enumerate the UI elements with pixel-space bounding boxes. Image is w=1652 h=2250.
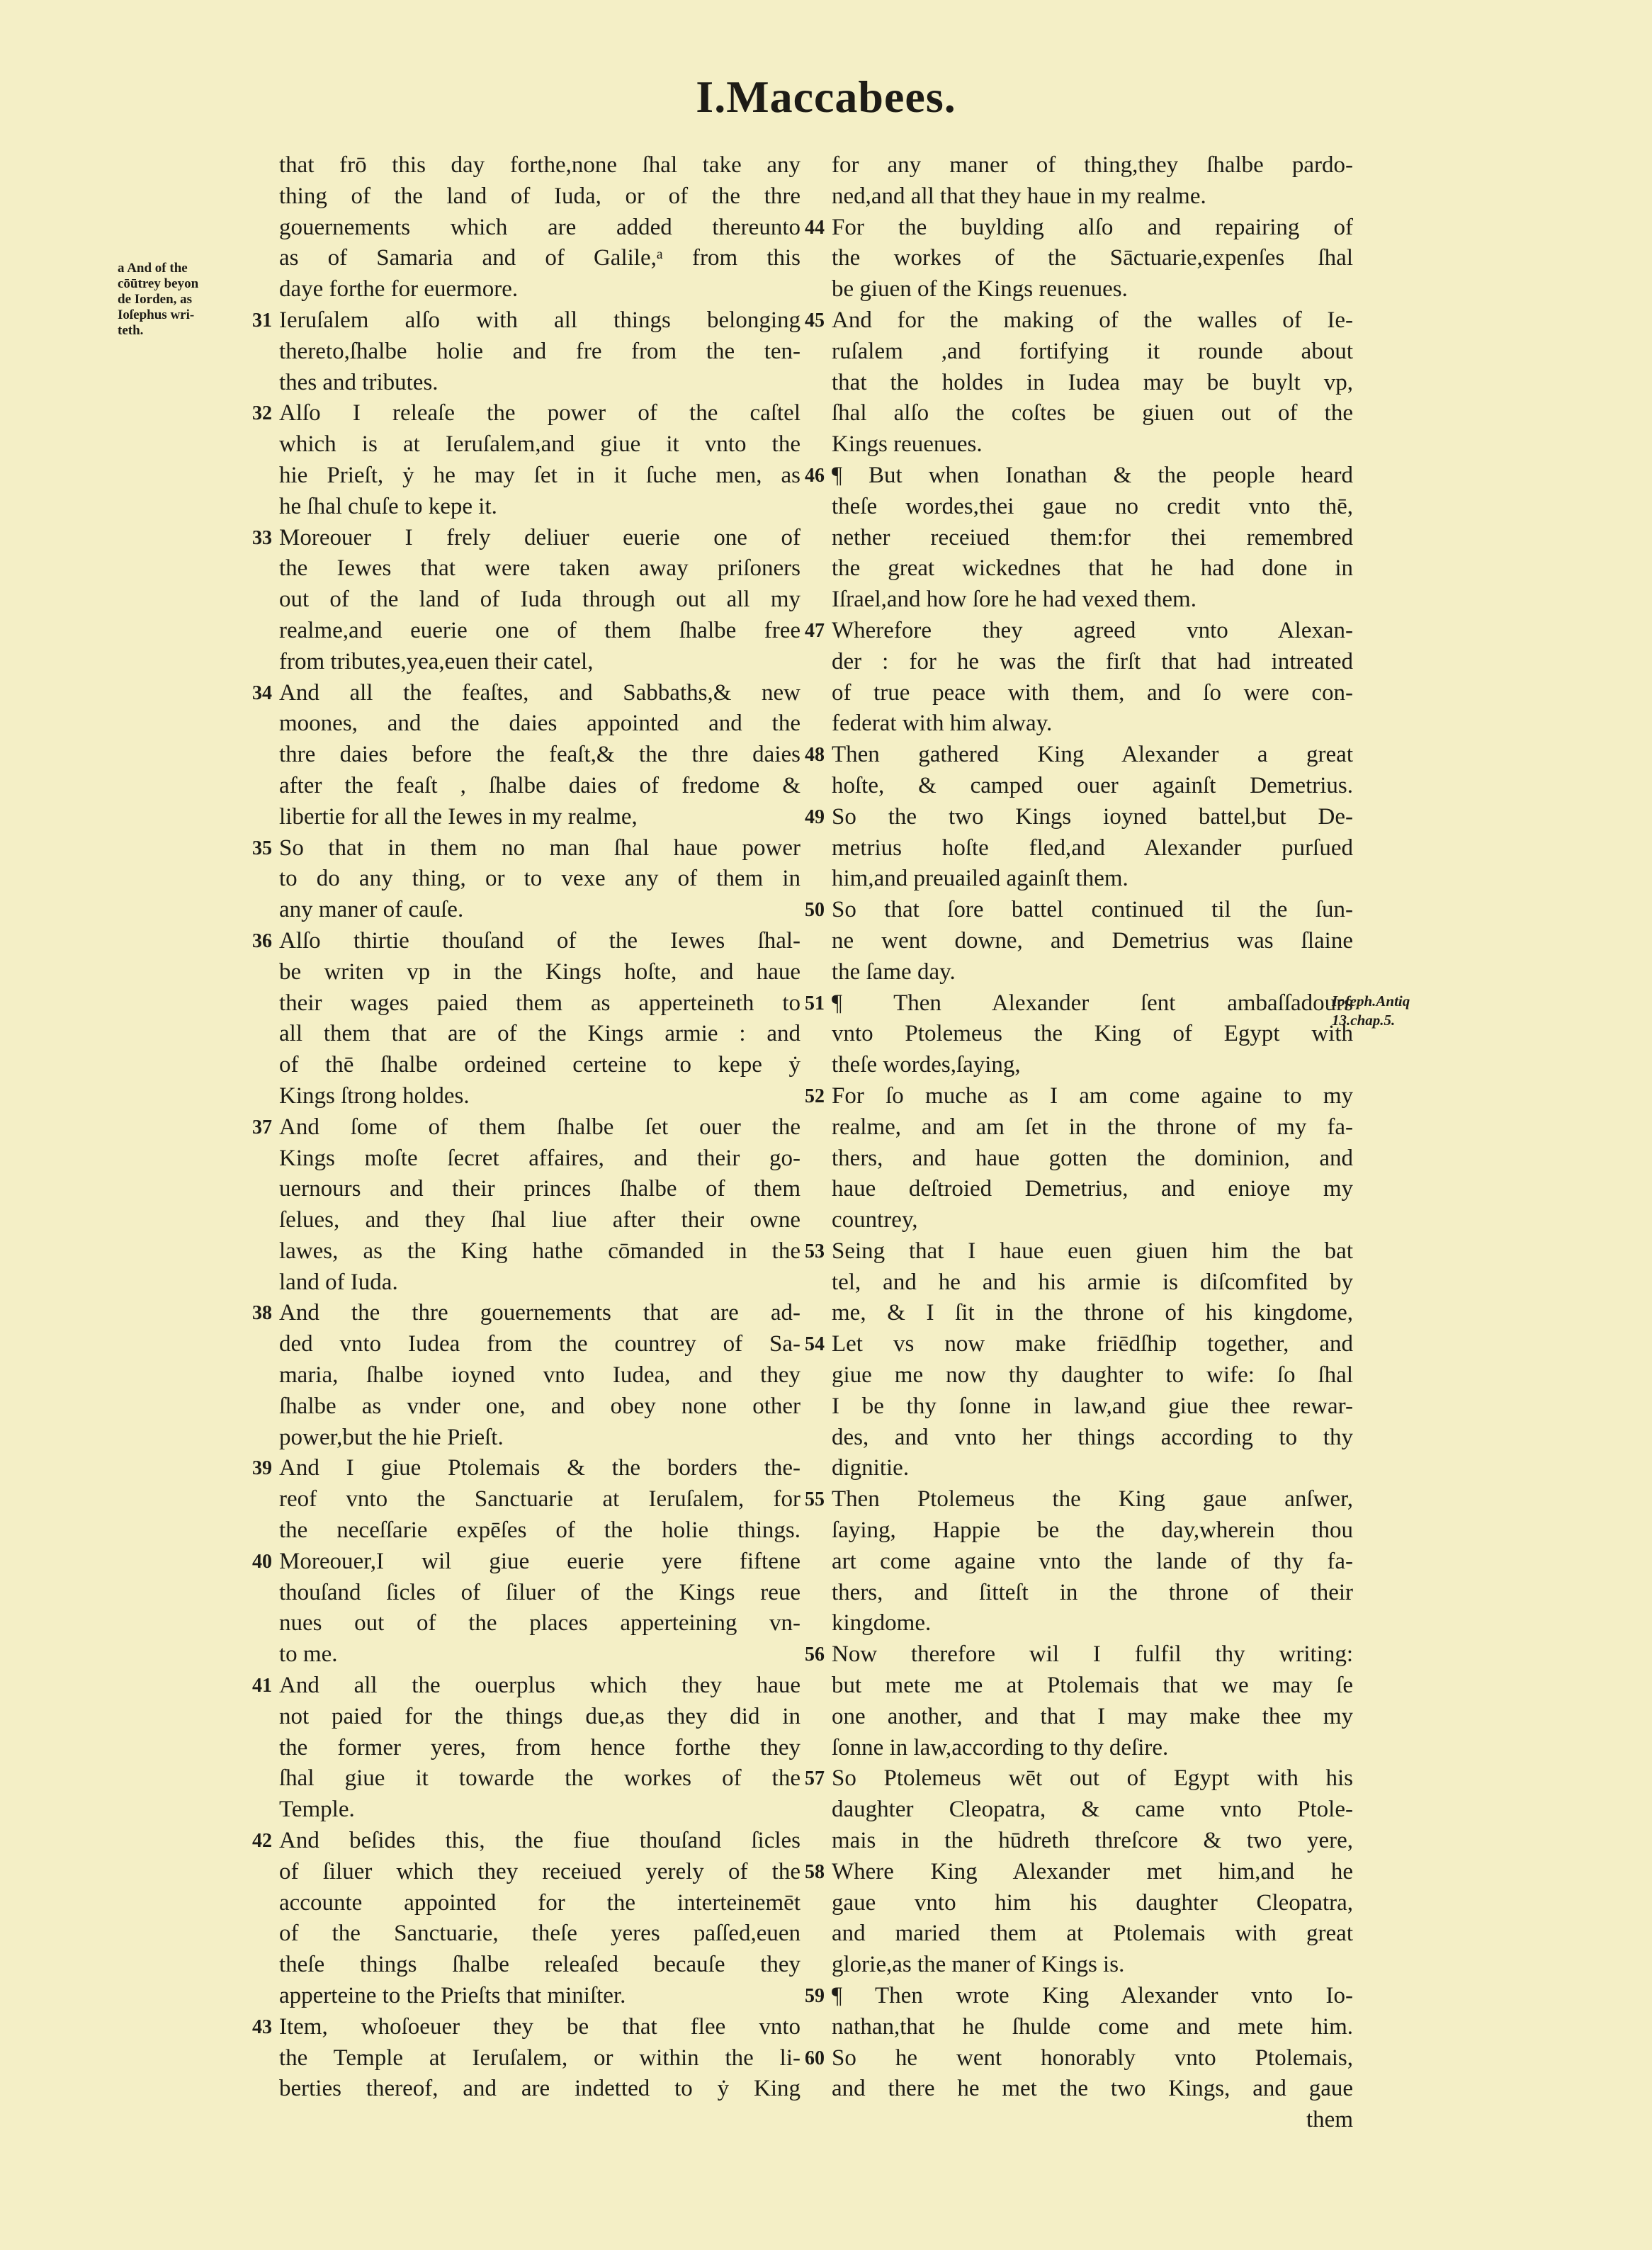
text-line [279,1081,800,1112]
text-line [832,1515,1353,1547]
text-line [279,957,800,988]
verse-number: 36 [252,929,272,952]
line-text: Kings ſtrong holdes. [279,1082,470,1109]
line-text: Item, whoſoeuer they be that flee vnto [279,2013,800,2040]
text-line [279,243,800,274]
text-line [832,553,1353,584]
left-text-column [252,150,800,2105]
line-text: haue deſtroied Demetrius, and enioye my [832,1176,1353,1202]
verse-number: 55 [805,1488,825,1511]
text-line [805,460,1353,492]
line-text: mais in the hūdreth threſcore & two yere, [832,1828,1353,1854]
line-text: any maner of cauſe. [279,897,464,923]
text-line [832,1050,1353,1081]
text-line [252,1670,800,1702]
text-line [252,926,800,957]
text-line [279,895,800,926]
line-text: accounte appointed for the interteinemēt [279,1889,800,1916]
line-text: the Iewes that were taken away priſoners [279,555,800,582]
line-text: So Ptolemeus wēt out of Egypt with his [832,1765,1353,1792]
text-line [279,1639,800,1670]
text-line [832,2074,1353,2105]
line-text: Kings moſte ſecret affaires, and their go- [279,1145,800,1171]
verse-number: 45 [805,309,825,332]
line-text: nathan,that he ſhulde come and mete him. [832,2013,1353,2040]
right-text-column [805,150,1353,2136]
line-text: So he went honorably vnto Ptolemais, [832,2045,1353,2071]
line-text: der : for he was the firſt that had intreated [832,648,1353,674]
verse-number: 33 [252,526,272,549]
text-line [252,678,800,709]
text-line [832,1298,1353,1329]
text-line [832,1423,1353,1454]
line-text: And all the feaſtes, and Sabbaths,& new [279,679,800,706]
text-line [279,460,800,492]
line-text: metrius hoſte fled,and Alexander purſued [832,835,1353,861]
page-title: I.Maccabees. [696,72,956,122]
text-line [832,2105,1353,2136]
text-line [832,771,1353,802]
line-text: be giuen of the Kings reuenues. [832,276,1128,303]
text-line [832,398,1353,429]
verse-number: 41 [252,1675,272,1697]
line-text: Alſo I releaſe the power of the caſtel [279,400,800,426]
margin-note-line: teth. [118,323,144,338]
line-text: daughter Cleopatra, & came vnto Ptole- [832,1797,1353,1823]
line-text: realme,and euerie one of them ſhalbe free [279,617,800,643]
text-line [252,2012,800,2043]
margin-note-line: de Iorden, as [118,292,193,307]
verse-number: 54 [805,1333,825,1356]
line-text: ruſalem ,and fortifying it rounde about [832,338,1353,364]
line-text: And for the making of the walles of Ie- [832,307,1353,333]
line-text: for any maner of thing,they ſhalbe pardo- [832,152,1353,178]
text-line [279,492,800,523]
margin-note-line: Ioſephus wri- [118,307,195,322]
text-line [279,647,800,678]
text-line [805,213,1353,244]
text-line [279,1423,800,1454]
text-line [279,1702,800,1733]
line-text: des, and vnto her things according to thy [832,1424,1353,1450]
line-text: theſe wordes,thei gaue no credit vnto thē, [832,493,1353,519]
line-text: the ſame day. [832,959,956,985]
text-line [832,1670,1353,1702]
line-text: which is at Ieruſalem,and giue it vnto the [279,431,800,458]
line-text: Temple. [279,1797,355,1823]
text-line [279,553,800,584]
text-line [832,150,1353,181]
line-text: of ſiluer which they receiued yerely of the [279,1858,800,1884]
line-text: nues out of the places apperteining vn- [279,1610,800,1636]
line-text: Alſo thirtie thouſand of the Iewes ſhal- [279,927,800,954]
text-line [279,1981,800,2012]
text-line [832,957,1353,988]
line-text: thing of the land of Iuda, or of the thre [279,183,800,209]
line-text: ded vnto Iudea from the countrey of Sa- [279,1331,800,1357]
verse-number: 58 [805,1860,825,1883]
line-text: And beſides this, the fiue thouſand ſicles [279,1828,800,1854]
text-line [252,1547,800,1578]
verse-number: 48 [805,744,825,767]
line-text: Moreouer I frely deliuer euerie one of [279,524,800,550]
line-text: Kings reuenues. [832,431,983,458]
verse-number: 46 [805,464,825,487]
text-line [805,740,1353,771]
verse-number: 40 [252,1550,272,1573]
text-line [252,833,800,864]
line-text: Then gathered King Alexander a great [832,742,1353,768]
text-line [252,398,800,429]
text-line [279,1484,800,1515]
line-text: berties thereof, and are indetted to ẏ King [279,2076,800,2102]
text-line [279,150,800,181]
line-text: glorie,as the maner of Kings is. [832,1952,1125,1978]
margin-note-line: a And of the [118,261,188,276]
text-line [252,1112,800,1143]
text-line [279,1329,800,1360]
text-line [279,181,800,213]
text-line [252,523,800,554]
line-text: And ſome of them ſhalbe ſet ouer the [279,1114,800,1140]
text-line [832,1918,1353,1950]
text-line [832,274,1353,305]
line-text: Wherefore they agreed vnto Alexan- [832,617,1353,643]
text-line [279,771,800,802]
text-line [805,1763,1353,1794]
text-line [279,1857,800,1888]
text-line [279,1578,800,1609]
text-line [832,2012,1353,2043]
line-text: Where King Alexander met him,and he [832,1858,1353,1884]
verse-number: 60 [805,2047,825,2069]
verse-number: 34 [252,682,272,704]
line-text: thers, and haue gotten the dominion, and [832,1145,1353,1171]
text-line [279,1794,800,1826]
text-line [832,1174,1353,1205]
text-line [279,368,800,399]
text-line [279,802,800,833]
line-text: land of Iuda. [279,1269,398,1295]
line-text: giue me now thy daughter to wife: ſo ſhal [832,1362,1353,1389]
text-line [832,1608,1353,1639]
line-text: the great wickednes that he had done in [832,555,1353,582]
line-text: So the two Kings ioyned battel,but De- [832,803,1353,830]
verse-number: 49 [805,805,825,828]
text-line [805,1484,1353,1515]
text-line [279,1236,800,1267]
line-text: that frō this day forthe,none ſhal take any [279,152,800,178]
verse-number: 56 [805,1644,825,1666]
text-line [279,740,800,771]
line-text: and maried them at Ptolemais with great [832,1921,1353,1947]
verse-number: 51 [805,992,825,1014]
text-line [279,1360,800,1391]
line-text: ¶ But when Ionathan & the people heard [832,462,1353,488]
text-line [832,1143,1353,1175]
line-text: theſe wordes,ſaying, [832,1052,1021,1078]
verse-number: 53 [805,1240,825,1262]
verse-number: 37 [252,1116,272,1138]
text-line [805,1639,1353,1670]
text-line [832,1391,1353,1423]
text-line [832,833,1353,864]
text-line [832,181,1353,213]
line-text: countrey, [832,1207,918,1233]
line-text: gouernements which are added thereunto [279,214,800,240]
line-text: from tributes,yea,euen their catel, [279,648,594,674]
line-text: gaue vnto him his daughter Cleopatra, [832,1889,1353,1916]
text-line [279,1733,800,1764]
text-line [252,1826,800,1857]
line-text: the Temple at Ieruſalem, or within the li- [279,2045,800,2071]
text-line [279,274,800,305]
text-line [805,1857,1353,1888]
text-line [832,647,1353,678]
text-line [832,1888,1353,1919]
line-text: all them that are of the Kings armie : and [279,1021,800,1047]
line-text: hoſte, & camped ouer againſt Demetrius. [832,772,1353,798]
verse-number: 52 [805,1085,825,1107]
line-text: For ſo muche as I am come againe to my [832,1082,1353,1109]
text-line [252,1453,800,1484]
line-text: ſelues, and they ſhal liue after their owne [279,1207,800,1233]
line-text: Now therefore wil I fulfil thy writing: [832,1641,1353,1668]
line-text: hie Prieſt, ẏ he may ſet in it ſuche men, as [279,462,800,488]
text-line [832,1112,1353,1143]
line-text: So that in them no man ſhal haue power [279,835,800,861]
line-text: vnto Ptolemeus the King of Egypt with [832,1021,1353,1047]
line-text: thouſand ſicles of ſiluer of the Kings reue [279,1579,800,1605]
text-line [832,1794,1353,1826]
line-text: he ſhal chuſe to kepe it. [279,493,497,519]
text-line [279,616,800,647]
line-text: ¶ Then Alexander ſent ambaſſadours [832,990,1353,1016]
line-text: the former yeres, from hence forthe they [279,1734,800,1760]
text-line [279,1050,800,1081]
line-text: Ieruſalem alſo with all things belonging [279,307,800,333]
line-text: kingdome. [832,1610,932,1636]
text-line [805,616,1353,647]
line-text: one another, and that I may make thee my [832,1703,1353,1729]
text-line [832,1826,1353,1857]
text-line [279,1143,800,1175]
line-text: Then Ptolemeus the King gaue anſwer, [832,1486,1353,1513]
text-line [279,1763,800,1794]
line-text: him,and preuailed againſt them. [832,866,1128,892]
text-line [832,1453,1353,1484]
text-line [279,988,800,1019]
text-line [252,305,800,337]
line-text: federat with him alway. [832,711,1053,737]
line-text: moones, and the daies appointed and the [279,711,800,737]
text-line [279,337,800,368]
verse-number: 50 [805,899,825,922]
text-line [832,1950,1353,1981]
margin-note-line: cōūtrey beyon [118,276,199,291]
verse-number: 38 [252,1302,272,1325]
line-text: tel, and he and his armie is diſcomfited by [832,1269,1353,1295]
text-line [832,584,1353,616]
line-text: Seing that I haue euen giuen him the bat [832,1238,1353,1264]
text-line [832,1547,1353,1578]
text-line [832,1702,1353,1733]
line-text: For the buylding alſo and repairing of [832,214,1353,240]
text-line [279,1918,800,1950]
text-line [805,895,1353,926]
text-line [279,213,800,244]
text-line [832,1205,1353,1236]
line-text: the workes of the Sāctuarie,expenſes ſhal [832,245,1353,271]
verse-number: 57 [805,1768,825,1790]
line-text: daye forthe for euermore. [279,276,519,303]
text-line [279,2043,800,2074]
text-line [279,1019,800,1050]
verse-number: 44 [805,216,825,239]
line-text: ned,and all that they haue in my realme. [832,183,1206,209]
line-text: And I giue Ptolemais & the borders the- [279,1455,800,1481]
text-line [832,1733,1353,1764]
verse-number: 43 [252,2016,272,2038]
line-text: out of the land of Iuda through out all my [279,587,800,613]
text-line [805,305,1353,337]
line-text: to me. [279,1641,338,1668]
text-line [805,802,1353,833]
text-line [805,988,1353,1019]
text-line [832,708,1353,740]
margin-note-line: Ioſeph.Antiq [1332,993,1410,1010]
line-text: And the thre gouernements that are ad- [279,1300,800,1326]
text-line [805,1329,1353,1360]
line-text: So that ſore battel continued til the ſun- [832,897,1353,923]
text-line [252,1298,800,1329]
verse-number: 39 [252,1457,272,1480]
text-line [279,2074,800,2105]
text-line [279,584,800,616]
line-text: of thē ſhalbe ordeined certeine to kepe ẏ [279,1052,800,1078]
line-text: ſhalbe as vnder one, and obey none other [279,1393,800,1419]
line-text: libertie for all the Iewes in my realme, [279,803,638,830]
line-text: ſonne in law,according to thy deſire. [832,1734,1169,1760]
line-text: power,but the hie Prieſt. [279,1424,504,1450]
verse-number: 32 [252,402,272,425]
text-line [805,2043,1353,2074]
line-text: I be thy ſonne in law,and giue thee rewar- [832,1393,1353,1419]
text-line [805,1236,1353,1267]
line-text: thereto,ſhalbe holie and fre from the ten- [279,338,800,364]
text-line [832,1019,1353,1050]
line-text: them [1306,2107,1353,2133]
text-line [832,678,1353,709]
text-line [832,1360,1353,1391]
text-line [832,864,1353,895]
text-line [279,1391,800,1423]
text-line [832,492,1353,523]
line-text: of the Sanctuarie, theſe yeres paſſed,euen [279,1921,800,1947]
line-text: ſhal alſo the coſtes be giuen out of the [832,400,1353,426]
line-text: the neceſſarie expēſes of the holie things. [279,1517,800,1544]
line-text: as of Samaria and of Galile,ᵃ from this [279,245,800,271]
text-line [832,429,1353,460]
line-text: maria, ſhalbe ioyned vnto Iudea, and they [279,1362,800,1389]
text-line [279,1888,800,1919]
text-line [279,708,800,740]
line-text: theſe things ſhalbe releaſed becauſe they [279,1952,800,1978]
verse-number: 47 [805,619,825,642]
verse-number: 59 [805,1985,825,2008]
margin-note-left [118,261,198,339]
line-text: ſaying, Happie be the day,wherein thou [832,1517,1353,1544]
line-text: Iſrael,and how ſore he had vexed them. [832,587,1196,613]
line-text: dignitie. [832,1455,910,1481]
margin-note-line: 13.chap.5. [1332,1012,1396,1029]
verse-number: 31 [252,309,272,332]
line-text: uernours and their princes ſhalbe of them [279,1176,800,1202]
text-line [279,864,800,895]
line-text: of true peace with them, and ſo were con- [832,679,1353,706]
line-text: thers, and ſitteſt in the throne of their [832,1579,1353,1605]
text-line [279,1267,800,1299]
line-text: ¶ Then wrote King Alexander vnto Io- [832,1983,1353,2009]
text-line [805,1081,1353,1112]
line-text: nether receiued them:for thei remembred [832,524,1353,550]
line-text: Let vs now make friēdſhip together, and [832,1331,1353,1357]
line-text: and there he met the two Kings, and gaue [832,2076,1353,2102]
text-line [279,1950,800,1981]
line-text: me, & I ſit in the throne of his kingdome, [832,1300,1353,1326]
text-line [805,1981,1353,2012]
verse-number: 42 [252,1830,272,1853]
text-line [279,1608,800,1639]
line-text: art come againe vnto the lande of thy fa- [832,1548,1353,1574]
line-text: ſhal giue it towarde the workes of the [279,1765,800,1792]
text-line [279,429,800,460]
line-text: realme, and am ſet in the throne of my fa- [832,1114,1353,1140]
line-text: not paied for the things due,as they did in [279,1703,800,1729]
text-line [279,1174,800,1205]
line-text: but mete me at Ptolemais that we may ſe [832,1673,1353,1699]
text-line [832,523,1353,554]
text-line [832,337,1353,368]
line-text: their wages paied them as apperteineth to [279,990,800,1016]
text-line [832,243,1353,274]
line-text: Moreouer,I wil giue euerie yere fiftene [279,1548,800,1574]
text-line [832,1267,1353,1299]
line-text: lawes, as the King hathe cōmanded in the [279,1238,800,1264]
line-text: reof vnto the Sanctuarie at Ieruſalem, for [279,1486,800,1513]
line-text: ne went downe, and Demetrius was ſlaine [832,927,1353,954]
text-line [279,1205,800,1236]
line-text: be writen vp in the Kings hoſte, and haue [279,959,800,985]
line-text: apperteine to the Prieſts that miniſter. [279,1983,626,2009]
line-text: thes and tributes. [279,369,439,395]
line-text: to do any thing, or to vexe any of them in [279,866,800,892]
text-line [832,1578,1353,1609]
text-line [832,926,1353,957]
line-text: that the holdes in Iudea may be buylt vp, [832,369,1353,395]
text-line [279,1515,800,1547]
line-text: And all the ouerplus which they haue [279,1673,800,1699]
verse-number: 35 [252,837,272,859]
text-line [832,368,1353,399]
line-text: thre daies before the feaſt,& the thre daies [279,742,800,768]
line-text: after the feaſt , ſhalbe daies of fredome & [279,772,800,798]
